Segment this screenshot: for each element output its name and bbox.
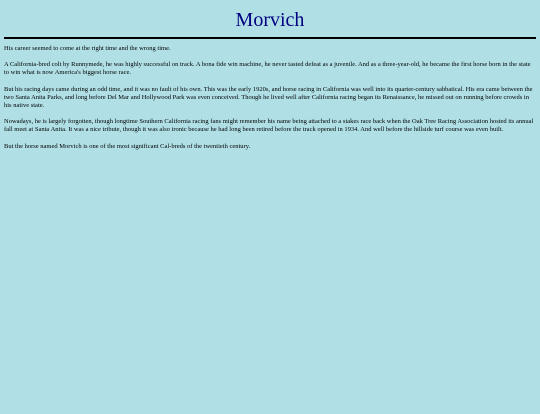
paragraph-2: A California-bred colt by Runnymede, he was highly successful on track. A bona fide win machine, he never tasted defeat as a juvenile. And as a three-year-old, he became the first horse born in the state to win what is now America's biggest horse race.	[4, 61, 531, 77]
paragraph-1: His career seemed to come at the right time and the wrong time.	[4, 45, 171, 52]
page-content	[0, 9, 540, 151]
paragraph-4: Nowadays, he is largely forgotten, though longtime Southern California racing fans might remember his name being attached to a stakes race back when the Oak Tree Racing Association hosted its annual fall meet at Santa Anita. It was a nice tribute, though it was also ironic because he had long been retired before the track opened in 1934. And well before the hillside turf course was even built.	[4, 118, 534, 134]
page-title: Morvich	[235, 9, 305, 31]
horizontal-rule	[4, 37, 536, 39]
paragraph-3: But his racing days came during an odd time, and it was no fault of his own. This was the early 1920s, and horse racing in California was well into its quarter-century sabbatical. His era came between the two Santa Anita Parks, and long before Del Mar and Hollywood Park was even conceived. Though he lived well after California racing began its Renaissance, he missed out on running before crowds in his native state.	[4, 85, 533, 110]
paragraph-5: But the horse named Morvich is one of the most significant Cal-breds of the twentieth century.	[4, 142, 251, 150]
